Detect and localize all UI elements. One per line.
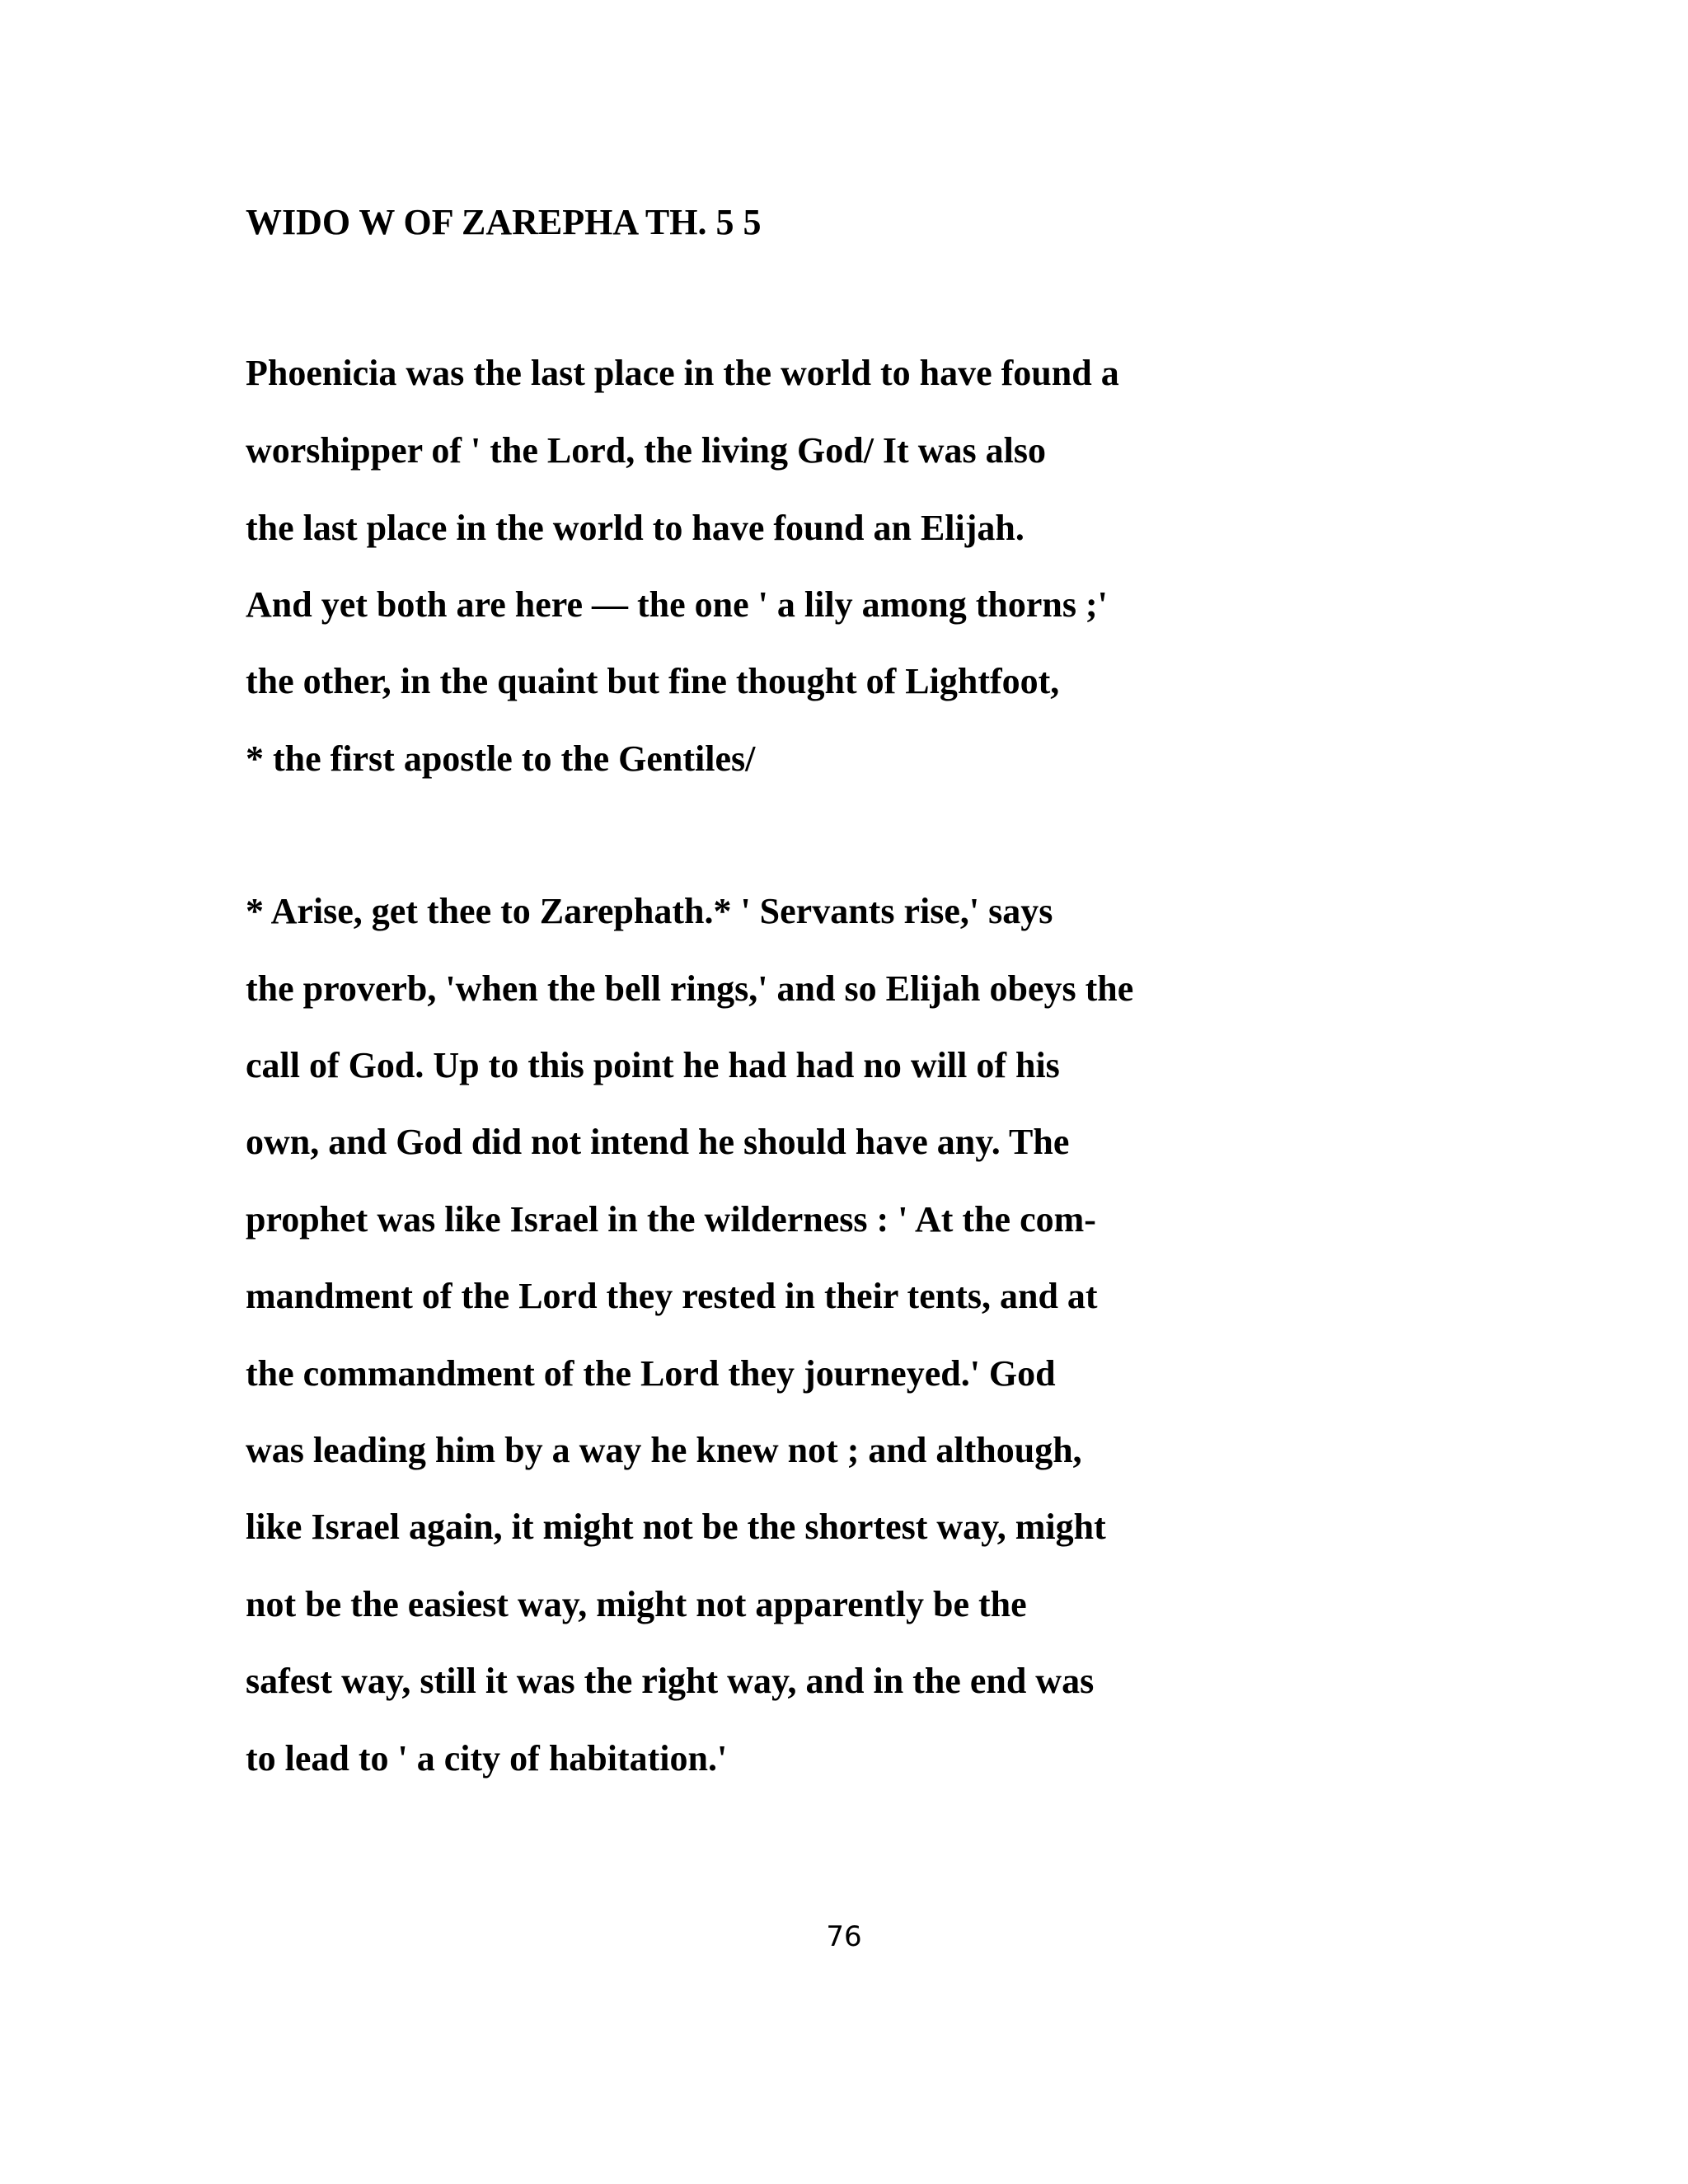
text-line: prophet was like Israel in the wilderness : ' At the com- bbox=[246, 1199, 1096, 1240]
text-line: own, and God did not intend he should have any. The bbox=[246, 1122, 1070, 1162]
text-line: * Arise, get thee to Zarephath.* ' Servants rise,' says bbox=[246, 891, 1053, 931]
text-line: safest way, still it was the right way, and in the end was bbox=[246, 1661, 1095, 1701]
text-line: call of God. Up to this point he had had no will of his bbox=[246, 1045, 1060, 1085]
text-line: not be the easiest way, might not apparently be the bbox=[246, 1584, 1027, 1624]
running-head: WIDO W OF ZAREPHA TH. 5 5 bbox=[246, 202, 762, 242]
text-line: the proverb, 'when the bell rings,' and so Elijah obeys the bbox=[246, 968, 1134, 1009]
page-number: 76 bbox=[826, 1920, 862, 1953]
text-line: like Israel again, it might not be the shortest way, might bbox=[246, 1507, 1106, 1547]
text-line: the other, in the quaint but fine thought of Lightfoot, bbox=[246, 661, 1060, 701]
text-line: worshipper of ' the Lord, the living God/ It was also bbox=[246, 430, 1046, 471]
text-line: And yet both are here — the one ' a lily among thorns ;' bbox=[246, 584, 1108, 625]
text-line: the last place in the world to have found an Elijah. bbox=[246, 508, 1025, 548]
text-line: was leading him by a way he knew not ; and although, bbox=[246, 1430, 1082, 1470]
text-line: to lead to ' a city of habitation.' bbox=[246, 1738, 728, 1779]
text-line: mandment of the Lord they rested in their tents, and at bbox=[246, 1276, 1098, 1316]
text-line: * the first apostle to the Gentiles/ bbox=[246, 738, 756, 779]
text-line: the commandment of the Lord they journeyed.' God bbox=[246, 1353, 1056, 1394]
text-line: Phoenicia was the last place in the world to have found a bbox=[246, 353, 1119, 393]
